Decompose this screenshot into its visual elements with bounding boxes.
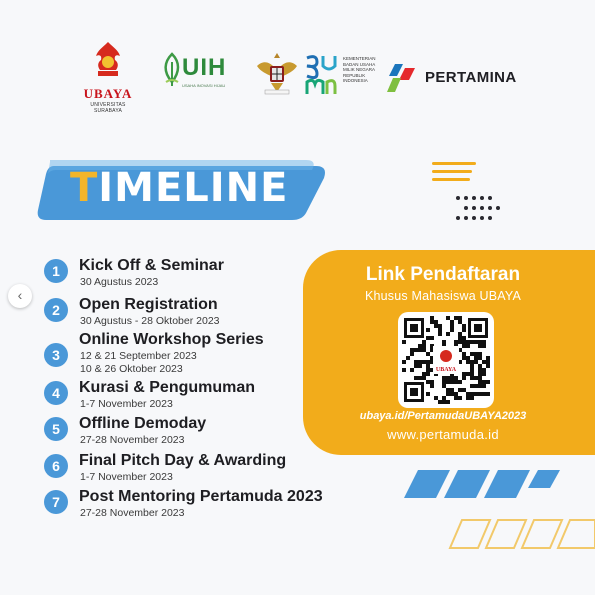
timeline-banner: [36, 158, 331, 220]
step-date-line: 12 & 21 September 2023: [80, 350, 197, 362]
step-title: Online Workshop Series: [79, 331, 264, 348]
step-date: [80, 350, 197, 376]
page-title: [70, 165, 288, 211]
step-date: 1-7 November 2023: [80, 471, 173, 483]
card-subtitle: Khusus Mahasiswa UBAYA: [364, 289, 522, 303]
qr-center-label: UBAYA: [435, 367, 457, 373]
sponsor-logos: [70, 40, 540, 114]
step-title: Final Pitch Day & Awarding: [79, 452, 287, 469]
qr-code-icon: [402, 316, 490, 404]
uih-subtext: USAHA INOVASI HIJAU: [182, 83, 226, 88]
pertamina-mark-icon: [385, 62, 421, 94]
stripe-decoration: [400, 462, 595, 557]
bumn-line: KEMENTERIAN: [343, 56, 376, 61]
chevron-left-icon: ‹: [17, 287, 23, 303]
registration-card: [303, 250, 595, 455]
step-title: Kurasi & Pengumuman: [79, 379, 256, 396]
step-date: 1-7 November 2023: [80, 398, 173, 410]
ubaya-emblem-icon: [88, 40, 128, 80]
step-date: 27-28 November 2023: [80, 507, 185, 519]
step-date: 30 Agustus - 28 Oktober 2023: [80, 315, 220, 327]
uih-logo: [160, 52, 240, 93]
step-title: Kick Off & Seminar: [79, 257, 224, 274]
step-title: Post Mentoring Pertamuda 2023: [79, 488, 323, 505]
step-number-badge: 5: [44, 417, 68, 441]
pertamina-wordmark: PERTAMINA: [425, 69, 517, 86]
step-title: Open Registration: [79, 296, 218, 313]
bumn-line: BADAN USAHA: [343, 61, 376, 67]
garuda-logo: [255, 50, 299, 96]
bumn-subtext: [343, 56, 391, 84]
title-first-letter: T: [70, 165, 99, 211]
pertamina-logo: [385, 62, 545, 96]
qr-code[interactable]: [398, 312, 494, 408]
garuda-pancasila-icon: [255, 50, 299, 96]
carousel-prev-button[interactable]: [8, 284, 32, 308]
bumn-line: INDONESIA: [343, 78, 368, 83]
registration-link[interactable]: ubaya.id/PertamudaUBAYA2023: [359, 410, 527, 422]
ubaya-logo: [76, 40, 140, 114]
step-number-badge: 3: [44, 343, 68, 367]
leaf-icon: [160, 52, 184, 88]
step-date-line: 10 & 26 Oktober 2023: [80, 363, 183, 375]
card-title: Link Pendaftaran: [365, 264, 521, 285]
step-number-badge: 1: [44, 259, 68, 283]
step-number-badge: 4: [44, 381, 68, 405]
step-date: 27-28 November 2023: [80, 434, 185, 446]
uih-wordmark: UIH: [182, 54, 227, 81]
step-number-badge: 2: [44, 298, 68, 322]
ubaya-subtext: UNIVERSITAS SURABAYA: [90, 102, 126, 114]
step-date: 30 Agustus 2023: [80, 276, 159, 288]
website-link[interactable]: www.pertamuda.id: [387, 427, 499, 442]
step-number-badge: 6: [44, 454, 68, 478]
bumn-line: MILIK NEGARA: [343, 67, 376, 72]
step-number-badge: 7: [44, 490, 68, 514]
step-title: Offline Demoday: [79, 415, 207, 432]
dot-pattern-decoration: [430, 160, 510, 230]
bumn-mark-icon: [303, 52, 339, 98]
bumn-logo: [303, 52, 393, 100]
bumn-line: REPUBLIK: [343, 72, 366, 78]
title-rest: IMELINE: [98, 165, 289, 211]
ubaya-wordmark: UBAYA: [83, 86, 133, 101]
